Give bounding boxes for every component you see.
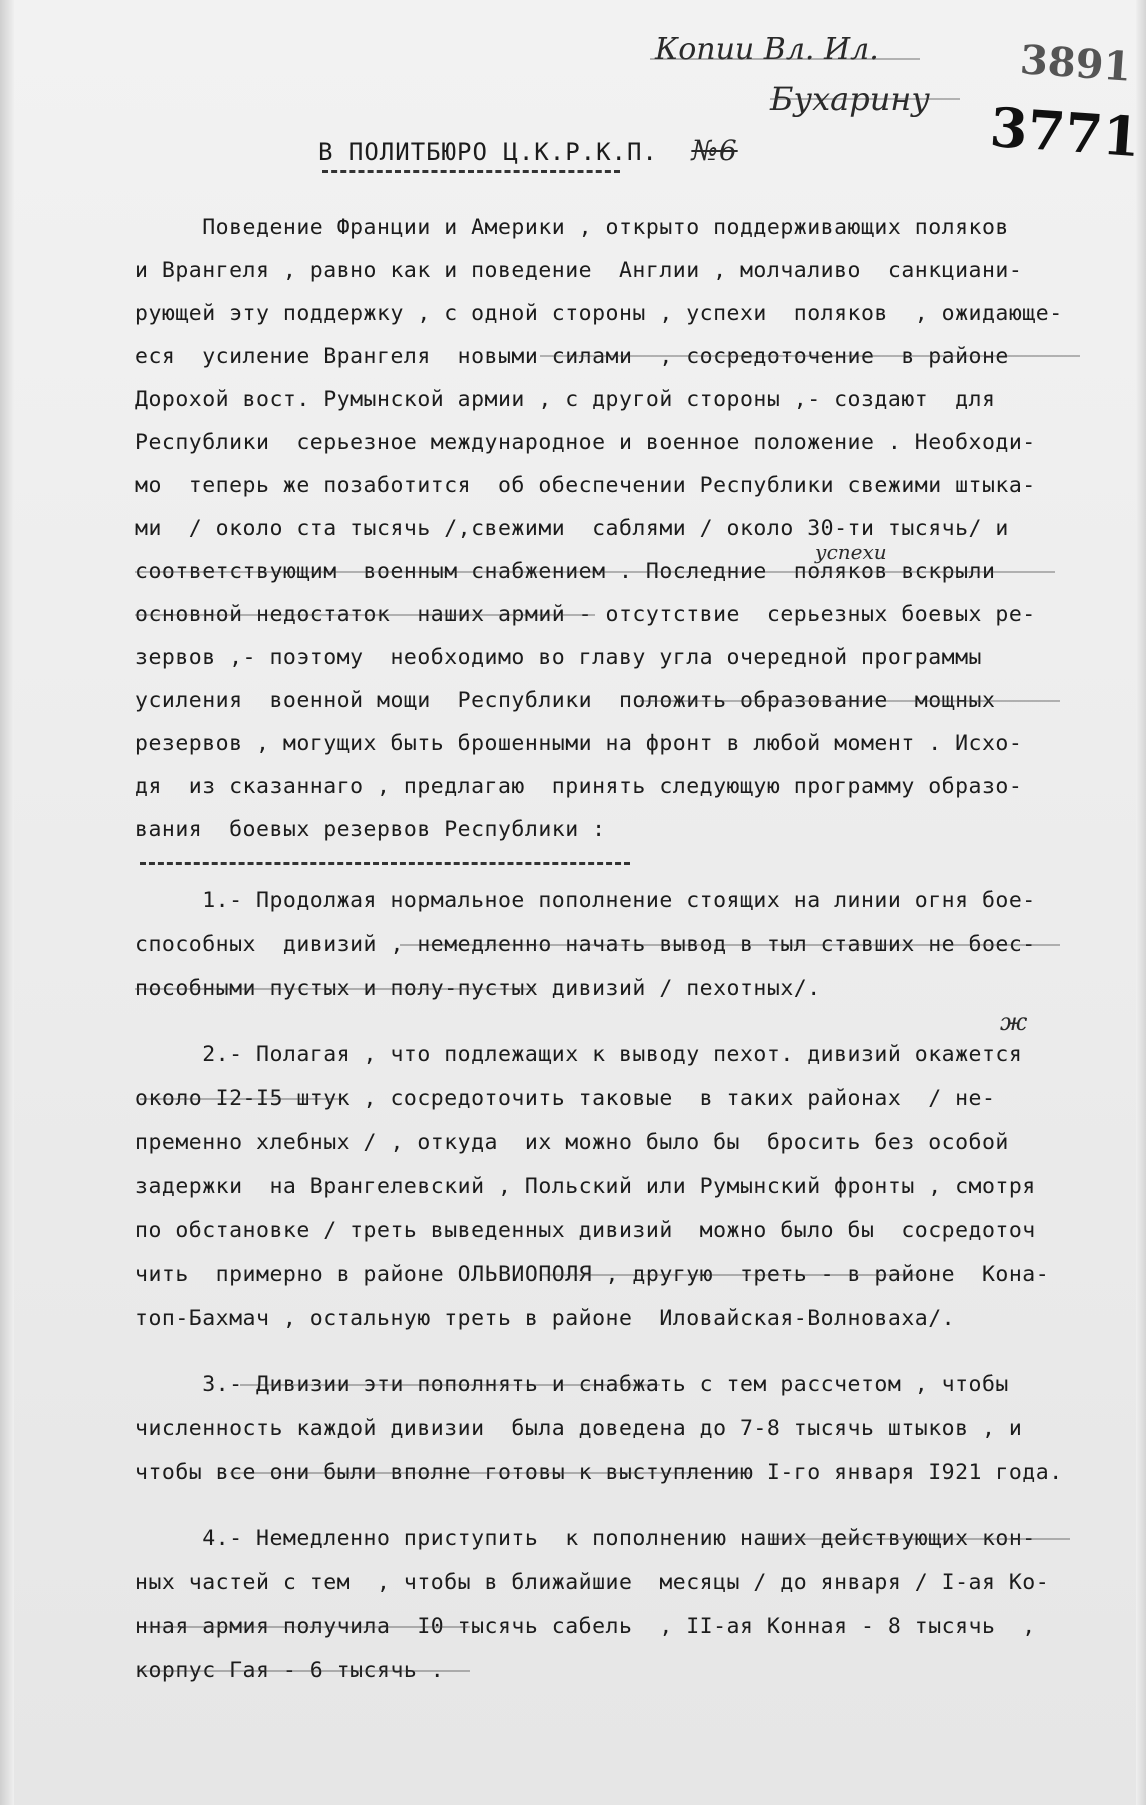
handwritten-strike-2	[770, 98, 960, 100]
point2-line-6: чить примерно в районе ОЛЬВИОПОЛЯ , другую треть - в районе Кона-	[135, 1262, 1050, 1287]
pencil-underline	[135, 614, 595, 616]
point1-line-3: пособными пустых и полу-пустых дивизий / пехотных/.	[135, 976, 821, 1001]
intro-line-1: Поведение Франции и Америки , открыто поддерживающих поляков	[135, 215, 1009, 240]
point3-line-2: численность каждой дивизии была доведена до 7-8 тысячь штыков , и	[135, 1416, 1023, 1441]
page-right-edge	[1136, 0, 1146, 1805]
pencil-underline	[400, 944, 1060, 946]
point4-line-3: нная армия получила I0 тысячь сабель , II-ая Конная - 8 тысячь ,	[135, 1614, 1036, 1639]
title-text: В ПОЛИТБЮРО Ц.К.Р.К.П.	[318, 138, 658, 166]
pencil-underline	[230, 1472, 750, 1474]
intro-line-9: соответствующим военным снабжением . Последние поляков вскрыли	[135, 559, 996, 584]
intro-line-13: резервов , могущих быть брошенными на фронт в любой момент . Исхо-	[135, 731, 1023, 756]
handwritten-note-bukharin: Бухарину	[770, 80, 930, 118]
pencil-underline	[770, 1538, 1070, 1540]
title-handwritten-mark: №6	[691, 134, 738, 167]
handwritten-note-copies: Копии Вл. Ил.	[655, 32, 879, 67]
pencil-underline	[135, 988, 535, 990]
archive-number: 3771	[987, 94, 1143, 170]
point1-line-1: 1.- Продолжая нормальное пополнение стоящих на линии огня бое-	[135, 888, 1036, 913]
intro-line-5: Дорохой вост. Румынской армии , с другой стороны ,- создают для	[135, 387, 996, 412]
intro-line-7: мо теперь же позаботится об обеспечении Республики свежими штыка-	[135, 473, 1036, 498]
handwritten-insert-uspekhi: успехи	[815, 540, 887, 564]
pencil-underline	[540, 1274, 920, 1276]
intro-line-14: дя из сказаннаго , предлагаю принять следующую программу образо-	[135, 774, 1023, 799]
intro-line-2: и Врангеля , равно как и поведение Англии , молчаливо санкциани-	[135, 258, 1023, 283]
intro-line-15: вания боевых резервов Республики :	[135, 817, 606, 842]
point4-line-4: корпус Гая - 6 тысячь .	[135, 1658, 445, 1683]
pencil-underline	[140, 1098, 340, 1100]
point3-line-1: 3.- Дивизии эти пополнять и снабжать с тем рассчетом , чтобы	[135, 1372, 1009, 1397]
intro-line-12: усиления военной мощи Республики положить образование мощных	[135, 688, 996, 713]
intro-line-3: рующей эту поддержку , с одной стороны , успехи поляков , ожидающе-	[135, 301, 1063, 326]
pencil-underline	[640, 700, 1060, 702]
point4-line-1: 4.- Немедленно приступить к пополнению наших действующих кон-	[135, 1526, 1036, 1551]
handwritten-strike-1	[650, 58, 920, 60]
point2-line-1: 2.- Полагая , что подлежащих к выводу пехот. дивизий окажется	[135, 1042, 1023, 1067]
intro-line-10: основной недостаток наших армий - отсутствие серьезных боевых ре-	[135, 602, 1036, 627]
point1-line-2: способных дивизий , немедленно начать вывод в тыл ставших не боес-	[135, 932, 1036, 957]
point3-line-3: чтобы все они были вполне готовы к выступлению I-го января I921 года.	[135, 1460, 1063, 1485]
point2-line-5: по обстановке / треть выведенных дивизий можно было бы сосредоточ	[135, 1218, 1036, 1243]
intro-line-8: ми / около ста тысячь /,свежими саблями / около 30-ти тысячь/ и	[135, 516, 1009, 541]
intro-line-11: зервов ,- поэтому необходимо во главу угла очередной программы	[135, 645, 982, 670]
intro-line-6: Республики серьезное международное и военное положение . Необходи-	[135, 430, 1036, 455]
point2-line-2: около I2-I5 штук , сосредоточить таковые в таких районах / не-	[135, 1086, 996, 1111]
point2-line-4: задержки на Врангелевский , Польский или Румынский фронты , смотря	[135, 1174, 1036, 1199]
pencil-underline	[240, 1384, 660, 1386]
document-title	[318, 134, 738, 167]
intro-line-4: еся усиление Врангеля новыми силами , сосредоточение в районе	[135, 344, 1009, 369]
pencil-underline	[135, 571, 1055, 573]
archive-number-faded: 3891	[1018, 36, 1133, 91]
page-left-edge	[0, 0, 14, 1805]
program-heading-underline	[140, 862, 630, 865]
pencil-underline	[140, 1626, 470, 1628]
point2-line-3: пременно хлебных / , откуда их можно было бы бросить без особой	[135, 1130, 1009, 1155]
point2-line-7: топ-Бахмач , остальную треть в районе Иловайская-Волноваха/.	[135, 1306, 956, 1331]
pencil-underline	[140, 1670, 470, 1672]
pencil-underline	[540, 355, 1080, 357]
handwritten-insert-zh: ж	[1000, 1008, 1028, 1036]
point4-line-2: ных частей с тем , чтобы в ближайшие месяцы / до января / I-ая Ко-	[135, 1570, 1050, 1595]
title-underline	[322, 170, 620, 173]
